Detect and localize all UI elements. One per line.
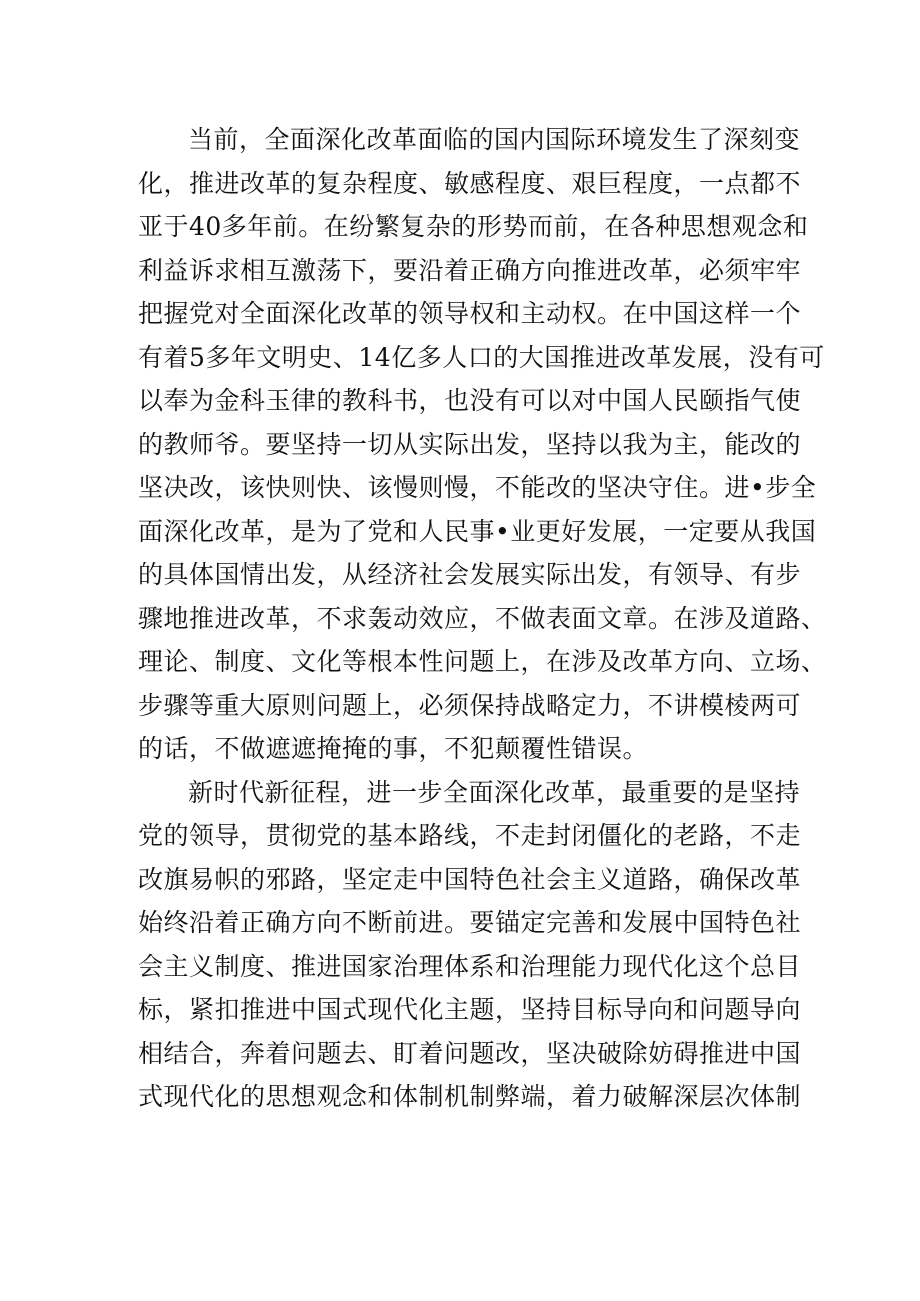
text-line: 党的领导，贯彻党的基本路线，不走封闭僵化的老路，不走	[138, 821, 802, 850]
paragraph-1	[138, 118, 827, 771]
text-line: 的话，不做遮遮掩掩的事，不犯颠覆性错误。	[138, 734, 649, 763]
text-line: 的教师爷。要坚持一切从实际出发，坚持以我为主，能改的	[138, 429, 802, 459]
text-line: 新时代新征程，进一步全面深化改革，最重要的是坚持	[188, 777, 801, 807]
text-line: 标，紧扣推进中国式现代化主题，坚持目标导向和问题导向	[138, 995, 802, 1024]
text-line: 利益诉求相互激荡下，要沿着正确方向推进改革，必须牢牢	[138, 255, 802, 285]
text-line: 化，推进改革的复杂程度、敏感程度、艰巨程度，一点都不	[138, 168, 802, 198]
text-line: 坚决改，该快则快、该慢则慢，不能改的坚决守住。进•步全	[138, 473, 817, 502]
text-line: 改旗易帜的邪路，坚定走中国特色社会主义道路，确保改革	[138, 864, 802, 894]
text-line: 把握党对全面深化改革的领导权和主动权。在中国这样一个	[138, 299, 802, 328]
text-line: 当前，全面深化改革面临的国内国际环境发生了深刻变	[188, 125, 801, 154]
text-line: 亚于40多年前。在纷繁复杂的形势而前，在各种思想观念和	[138, 212, 809, 241]
text-line: 面深化改革，是为了党和人民事•业更好发展，一定要从我国	[138, 516, 817, 546]
text-line: 始终沿着正确方向不断前进。要锚定完善和发展中国特色社	[138, 908, 802, 937]
text-line: 的具体国情出发，从经济社会发展实际出发，有领导、有步	[138, 560, 802, 589]
document-body	[138, 118, 827, 1119]
text-line: 骤地推进改革，不求轰动效应，不做表面文章。在涉及道路、	[138, 603, 827, 633]
text-line: 式现代化的思想观念和体制机制弊端，着力破解深层次体制	[138, 1082, 802, 1111]
text-line: 步骤等重大原则问题上，必须保持战略定力，不讲模棱两可	[138, 690, 802, 720]
text-line: 理论、制度、文化等根本性问题上，在涉及改革方向、立场、	[138, 647, 827, 676]
paragraph-2	[138, 771, 802, 1119]
text-line: 会主义制度、推进国家治理体系和治理能力现代化这个总目	[138, 951, 802, 981]
text-line: 有着5多年文明史、14亿多人口的大国推进改革发展，没有可	[138, 342, 825, 372]
text-line: 以奉为金科玉律的教科书，也没有可以对中国人民颐指气使	[138, 386, 802, 415]
text-line: 相结合，奔着问题去、盯着问题改，坚决破除妨碍推进中国	[138, 1038, 802, 1068]
